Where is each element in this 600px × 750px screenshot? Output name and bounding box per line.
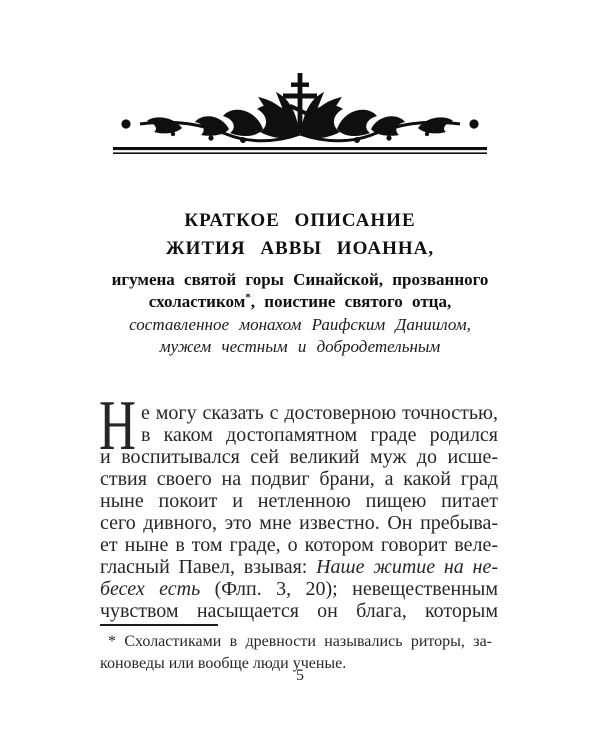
title-line-2: ЖИТИЯ АВВЫ ИОАННА, (165, 238, 435, 259)
body-segment: ствия своего на подвиг брани, а какой град (100, 468, 498, 490)
body-segment: е могу сказать с достоверною точностью, (141, 402, 498, 424)
subtitle-line-2-text: схоластиком (148, 292, 246, 311)
body-segment: в каком достопамятном граде родился (141, 424, 498, 446)
byline-line-1: составленное монахом Раифским Даниилом, (129, 315, 471, 334)
subtitle-line-1: игумена святой горы Синайской, прозванного (111, 270, 489, 289)
body-segment: (Флп. 3, 20); невещественным (200, 578, 498, 600)
body-segment-italic: Наше житие на не- (316, 556, 498, 578)
body-segment: ет ныне в том граде, о котором говорит веле- (100, 534, 498, 556)
byline-line-2: мужем честным и добродетельным (159, 337, 441, 356)
body-segment: ныне покоит и нетленною пищею питает (100, 490, 498, 512)
footnote-reference-asterisk: * (245, 291, 251, 304)
body-segment: сего дивного, это мне известно. Он пребыва- (100, 512, 498, 534)
body-line (100, 578, 498, 600)
body-line (100, 490, 498, 512)
body-line (100, 556, 498, 578)
body-line (100, 446, 498, 468)
footnote-line-1 (100, 631, 492, 653)
subtitle-line-2-rest: , поистине святого отца, (250, 292, 452, 311)
footnote-line-1-text: Схоластиками в древности назывались риторы, за- (124, 633, 493, 650)
body-segment: и воспитывался сей великий муж до исше- (100, 446, 498, 468)
body-segment: чувством насыщается он блага, которым (100, 600, 498, 622)
body-line (100, 402, 498, 424)
footnote-separator-rule (100, 624, 218, 626)
body-segment-italic: бесех есть (100, 578, 201, 600)
header-ornament (110, 70, 490, 160)
body-text (99, 387, 498, 622)
subtitle-line-2 (0, 291, 600, 313)
byline (0, 314, 600, 358)
body-line (100, 512, 498, 534)
body-line (100, 424, 498, 446)
title-line-1: КРАТКОЕ ОПИСАНИЕ (184, 210, 416, 231)
body-segment: гласный Павел, взывая: (100, 556, 317, 578)
double-rule (113, 147, 487, 154)
floral-swag-left-icon (121, 92, 300, 143)
body-line (100, 600, 498, 622)
drop-cap-letter: Н (99, 387, 136, 465)
subtitle (0, 269, 600, 313)
body-line (100, 534, 498, 556)
page-title (0, 207, 600, 263)
page-number: 5 (296, 667, 304, 684)
body-line (100, 468, 498, 490)
footnote-marker: * (108, 633, 116, 650)
footnote-line-2: коноведы или вообще люди ученые. (100, 655, 347, 672)
